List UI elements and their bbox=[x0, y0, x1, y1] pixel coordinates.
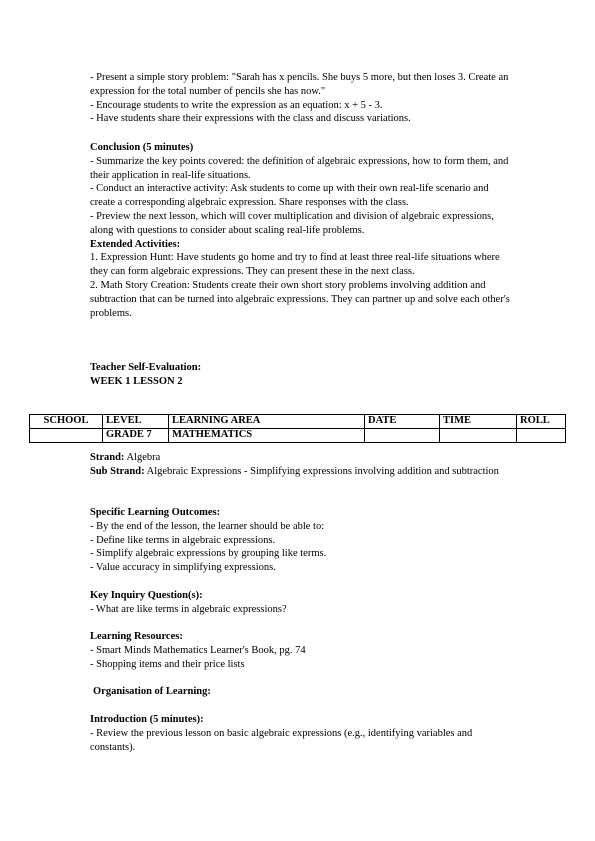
learning-outcome-item: - Value accuracy in simplifying expressions. bbox=[90, 562, 276, 574]
conclusion-item: - Preview the next lesson, which will cover multiplication and division of algebraic expressions, along with questions to consider about scaling real-life problems. bbox=[90, 210, 494, 236]
cell-date bbox=[365, 429, 440, 443]
story-problem-section bbox=[90, 71, 510, 126]
cell-level: GRADE 7 bbox=[103, 429, 169, 443]
table-header-row bbox=[30, 415, 566, 429]
learning-outcomes-section bbox=[90, 506, 510, 575]
learning-outcome-item: - Define like terms in algebraic expressions. bbox=[90, 534, 276, 546]
table-row bbox=[30, 429, 566, 443]
introduction-heading: Introduction (5 minutes): bbox=[90, 714, 204, 725]
conclusion-item: - Summarize the key points covered: the definition of algebraic expressions, how to form them, and their application in real-life situations. bbox=[90, 155, 509, 181]
inquiry-section bbox=[90, 589, 510, 617]
organisation-section bbox=[93, 685, 513, 699]
share-expressions-text: - Have students share their expressions with the class and discuss variations. bbox=[90, 113, 411, 125]
sub-strand-value: Algebraic Expressions - Simplifying expressions involving addition and subtraction bbox=[144, 465, 499, 477]
strand-value: Algebra bbox=[124, 452, 161, 463]
inquiry-item: - What are like terms in algebraic expressions? bbox=[90, 603, 287, 615]
conclusion-item: - Conduct an interactive activity: Ask students to come up with their own real-life scenario and create a corresponding algebraic expression. Share responses with the class. bbox=[90, 183, 489, 209]
learning-outcomes-heading: Specific Learning Outcomes: bbox=[90, 507, 221, 518]
learning-outcome-item: - Simplify algebraic expressions by grouping like terms. bbox=[90, 548, 327, 560]
strand-line bbox=[90, 451, 510, 465]
header-school: SCHOOL bbox=[30, 415, 103, 429]
header-roll: ROLL bbox=[517, 415, 566, 429]
introduction-section bbox=[90, 713, 510, 754]
organisation-heading: Organisation of Learning: bbox=[93, 686, 211, 697]
resource-item: - Smart Minds Mathematics Learner's Book, pg. 74 bbox=[90, 644, 306, 656]
header-learning-area: LEARNING AREA bbox=[169, 415, 365, 429]
extended-activity-item: 2. Math Story Creation: Students create their own short story problems involving addition and subtraction that can be turned into algebraic expressions. They can partner up and solve each other's problems. bbox=[90, 279, 510, 319]
conclusion-heading: Conclusion (5 minutes) bbox=[90, 142, 194, 153]
lesson-info-table bbox=[29, 414, 566, 443]
lesson-details-section bbox=[90, 451, 510, 479]
strand-label: Strand: bbox=[90, 452, 125, 463]
cell-learning-area: MATHEMATICS bbox=[169, 429, 365, 443]
week-lesson-title: WEEK 1 LESSON 2 bbox=[90, 375, 183, 387]
extended-activities-heading: Extended Activities: bbox=[90, 238, 181, 250]
inquiry-heading: Key Inquiry Question(s): bbox=[90, 590, 203, 601]
header-date: DATE bbox=[365, 415, 440, 429]
resources-heading: Learning Resources: bbox=[90, 631, 183, 642]
learning-outcome-item: - By the end of the lesson, the learner should be able to: bbox=[90, 520, 325, 532]
resource-item: - Shopping items and their price lists bbox=[90, 658, 245, 670]
cell-time bbox=[440, 429, 517, 443]
conclusion-section bbox=[90, 141, 510, 320]
equation-instruction-text: - Encourage students to write the expression as an equation: x + 5 - 3. bbox=[90, 99, 383, 111]
cell-school bbox=[30, 429, 103, 443]
cell-roll bbox=[517, 429, 566, 443]
introduction-item: - Review the previous lesson on basic algebraic expressions (e.g., identifying variables and constants). bbox=[90, 727, 473, 753]
sub-strand-label: Sub Strand: bbox=[90, 465, 145, 477]
self-evaluation-section bbox=[90, 361, 510, 389]
header-level: LEVEL bbox=[103, 415, 169, 429]
resources-section bbox=[90, 630, 510, 671]
self-evaluation-heading: Teacher Self-Evaluation: bbox=[90, 362, 202, 373]
sub-strand-line bbox=[90, 465, 510, 479]
header-time: TIME bbox=[440, 415, 517, 429]
extended-activity-item: 1. Expression Hunt: Have students go home and try to find at least three real-life situations where they can form algebraic expressions. They can present these in the next class. bbox=[90, 252, 500, 278]
story-problem-text: - Present a simple story problem: "Sarah has x pencils. She buys 5 more, but then loses 3. Create an expression for the total number of pencils she has now." bbox=[90, 72, 509, 97]
